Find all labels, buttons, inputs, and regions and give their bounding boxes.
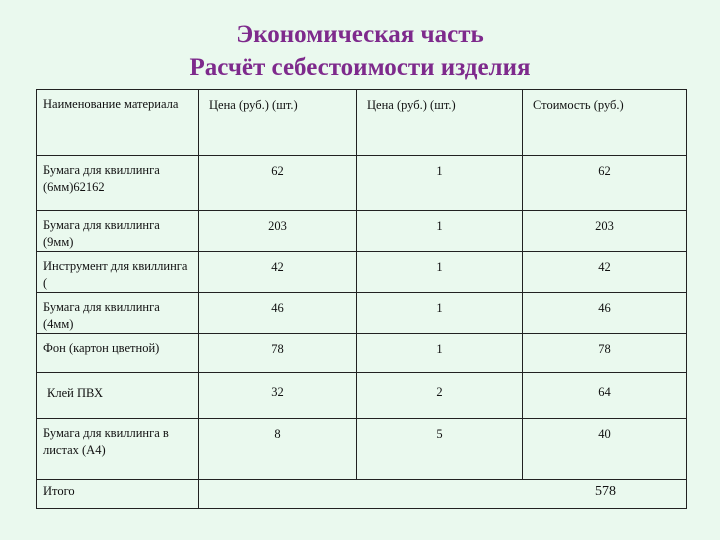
header-material: Наименование материала <box>37 90 199 156</box>
row-name: Бумага для квиллинга (6мм)62162 <box>37 156 199 211</box>
row-name: Инструмент для квиллинга ( <box>37 252 199 293</box>
table-header-row <box>37 90 687 156</box>
row-price: 8 <box>199 419 357 480</box>
row-cost: 42 <box>523 252 687 293</box>
row-price: 42 <box>199 252 357 293</box>
row-name: Клей ПВХ <box>37 373 199 419</box>
total-label: Итого <box>37 480 199 509</box>
row-name: Бумага для квиллинга в листах (А4) <box>37 419 199 480</box>
row-cost: 78 <box>523 334 687 373</box>
table-row <box>37 252 687 293</box>
table-row <box>37 156 687 211</box>
page-title: Экономическая часть <box>236 21 484 48</box>
row-qty: 1 <box>357 252 523 293</box>
row-qty: 1 <box>357 293 523 334</box>
table-row <box>37 211 687 252</box>
row-qty: 5 <box>357 419 523 480</box>
row-cost: 203 <box>523 211 687 252</box>
row-cost: 64 <box>523 373 687 419</box>
header-cost: Стоимость (руб.) <box>523 90 687 156</box>
row-qty: 2 <box>357 373 523 419</box>
row-price: 62 <box>199 156 357 211</box>
row-qty: 1 <box>357 156 523 211</box>
row-cost: 62 <box>523 156 687 211</box>
row-price: 203 <box>199 211 357 252</box>
row-cost: 40 <box>523 419 687 480</box>
table-row <box>37 334 687 373</box>
row-name: Бумага для квиллинга (4мм) <box>37 293 199 334</box>
row-price: 32 <box>199 373 357 419</box>
table-row <box>37 293 687 334</box>
row-qty: 1 <box>357 334 523 373</box>
total-row <box>37 480 687 509</box>
header-price: Цена (руб.) (шт.) <box>199 90 357 156</box>
total-value: 578 <box>199 480 687 509</box>
row-name: Фон (картон цветной) <box>37 334 199 373</box>
table-row <box>37 373 687 419</box>
header-price-2: Цена (руб.) (шт.) <box>357 90 523 156</box>
row-price: 46 <box>199 293 357 334</box>
cost-table <box>36 89 687 509</box>
table-row <box>37 419 687 480</box>
page-subtitle: Расчёт себестоимости изделия <box>189 54 531 81</box>
row-qty: 1 <box>357 211 523 252</box>
row-cost: 46 <box>523 293 687 334</box>
row-price: 78 <box>199 334 357 373</box>
row-name: Бумага для квиллинга (9мм) <box>37 211 199 252</box>
